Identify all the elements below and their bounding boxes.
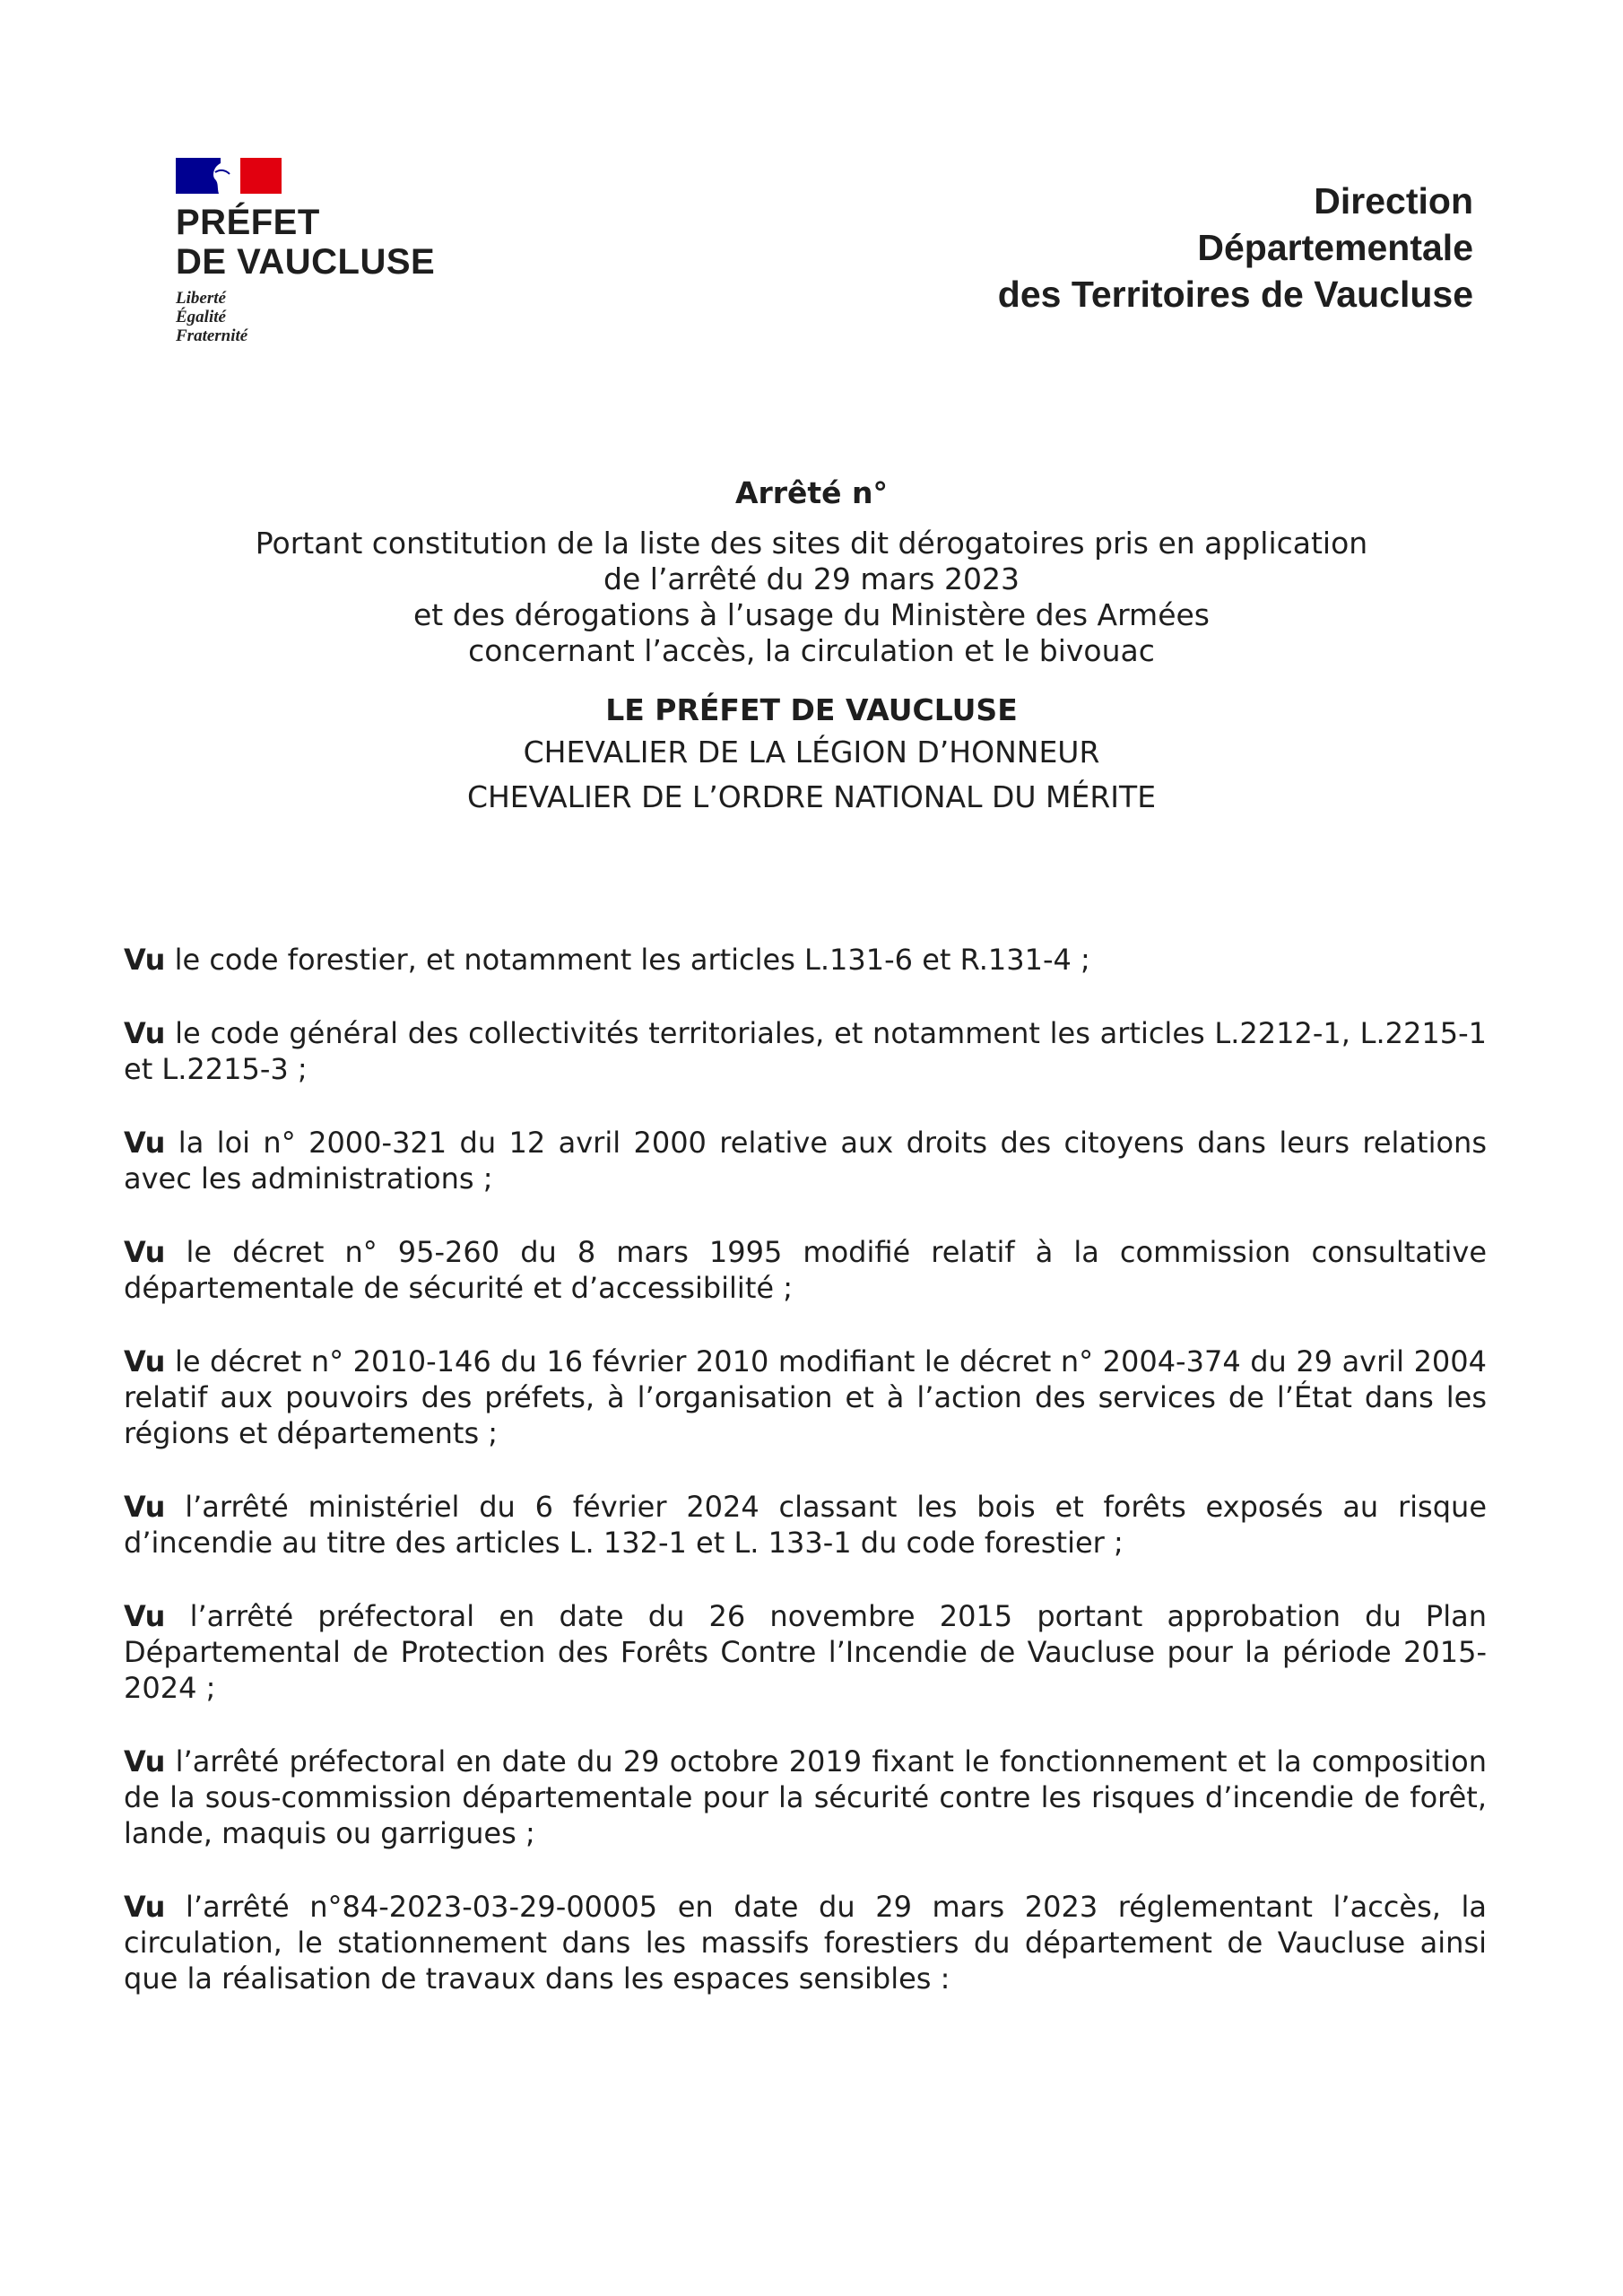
direction-heading: [998, 178, 1473, 317]
considerant-item: [124, 1744, 1487, 1851]
vu-label: Vu: [124, 1490, 166, 1524]
considerant-item: [124, 1489, 1487, 1561]
considerant-item: [124, 1125, 1487, 1196]
marianne-flag-logo: [176, 158, 282, 194]
direction-line-3: des Territoires de Vaucluse: [997, 274, 1473, 315]
subject-line-3: et des dérogations à l’usage du Ministère des Armées: [412, 597, 1211, 632]
arrete-subject: [179, 526, 1444, 669]
considerant-item: [124, 1344, 1487, 1451]
prefet-line-2: DE VAUCLUSE: [176, 242, 436, 282]
considerant-text: le code forestier, et notamment les articles L.131-6 et R.131-4 ;: [174, 943, 1090, 977]
motto-liberte: Liberté: [176, 289, 226, 308]
prefet-name: [176, 203, 481, 282]
considerant-text: le décret n° 95-260 du 8 mars 1995 modifié relatif à la commission consultative départementale de sécurité et d’accessibilité ;: [124, 1235, 1488, 1305]
considerant-item: [124, 1889, 1487, 1996]
arrete-number: Arrêté n°: [734, 475, 889, 510]
subject-line-2: de l’arrêté du 29 mars 2023: [603, 561, 1020, 596]
vu-label: Vu: [124, 943, 166, 977]
vu-label: Vu: [124, 1599, 166, 1633]
prefet-logo-block: [176, 158, 481, 345]
vu-label: Vu: [124, 1016, 166, 1050]
vu-label: Vu: [124, 1126, 166, 1160]
considerant-text: l’arrêté ministériel du 6 février 2024 classant les bois et forêts exposés au risque d’incendie au titre des articles L. 132-1 et L. 133-1 du code forestier ;: [124, 1490, 1488, 1560]
direction-line-2: Départementale: [1197, 227, 1473, 268]
considerants-list: [124, 942, 1487, 2034]
considerant-item: [124, 1234, 1487, 1306]
distinction-legion-honneur: CHEVALIER DE LA LÉGION D’HONNEUR: [523, 735, 1100, 770]
subject-line-1: Portant constitution de la liste des sites dit dérogatoires pris en application: [255, 526, 1368, 561]
considerant-text: l’arrêté préfectoral en date du 26 novembre 2015 portant approbation du Plan Départemental de Protection des Forêts Contre l’Incendie de Vaucluse pour la période 2015-2024 ;: [124, 1599, 1488, 1705]
considerant-text: l’arrêté n°84-2023-03-29-00005 en date du 29 mars 2023 réglementant l’accès, la circulation, le stationnement dans les massifs forestiers du département de Vaucluse ainsi que la réalisation de travaux dans les espaces sensibles :: [124, 1890, 1488, 1996]
considerant-text: la loi n° 2000-321 du 12 avril 2000 relative aux droits des citoyens dans leurs relations avec les administrations ;: [124, 1126, 1488, 1196]
considerant-item: [124, 1598, 1487, 1706]
republic-motto: [176, 289, 481, 345]
arrete-title-block: [179, 475, 1444, 820]
considerant-text: l’arrêté préfectoral en date du 29 octobre 2019 fixant le fonctionnement et la composition de la sous-commission départementale pour la sécurité contre les risques d’incendie de forêt, lande, maquis ou garrigues ;: [124, 1744, 1488, 1850]
considerant-text: le code général des collectivités territoriales, et notamment les articles L.2212-1, L.2215-1 et L.2215-3 ;: [124, 1016, 1488, 1086]
vu-label: Vu: [124, 1890, 166, 1924]
distinction-ordre-merite: CHEVALIER DE L’ORDRE NATIONAL DU MÉRITE: [466, 779, 1157, 814]
motto-egalite: Égalité: [176, 308, 226, 326]
motto-fraternite: Fraternité: [176, 326, 248, 345]
marianne-profile-icon: [203, 158, 256, 194]
vu-label: Vu: [124, 1744, 166, 1779]
considerant-text: le décret n° 2010-146 du 16 février 2010 modifiant le décret n° 2004-374 du 29 avril 2004 relatif aux pouvoirs des préfets, à l’organisation et à l’action des services de l’État dans les régions et départements ;: [124, 1344, 1488, 1450]
direction-line-1: Direction: [1314, 180, 1473, 222]
subject-line-4: concernant l’accès, la circulation et le bivouac: [468, 633, 1155, 668]
considerant-item: [124, 1015, 1487, 1087]
considerant-item: [124, 942, 1487, 978]
vu-label: Vu: [124, 1235, 166, 1269]
vu-label: Vu: [124, 1344, 166, 1378]
prefet-title: LE PRÉFET DE VAUCLUSE: [605, 692, 1018, 727]
prefet-line-1: PRÉFET: [176, 203, 320, 242]
